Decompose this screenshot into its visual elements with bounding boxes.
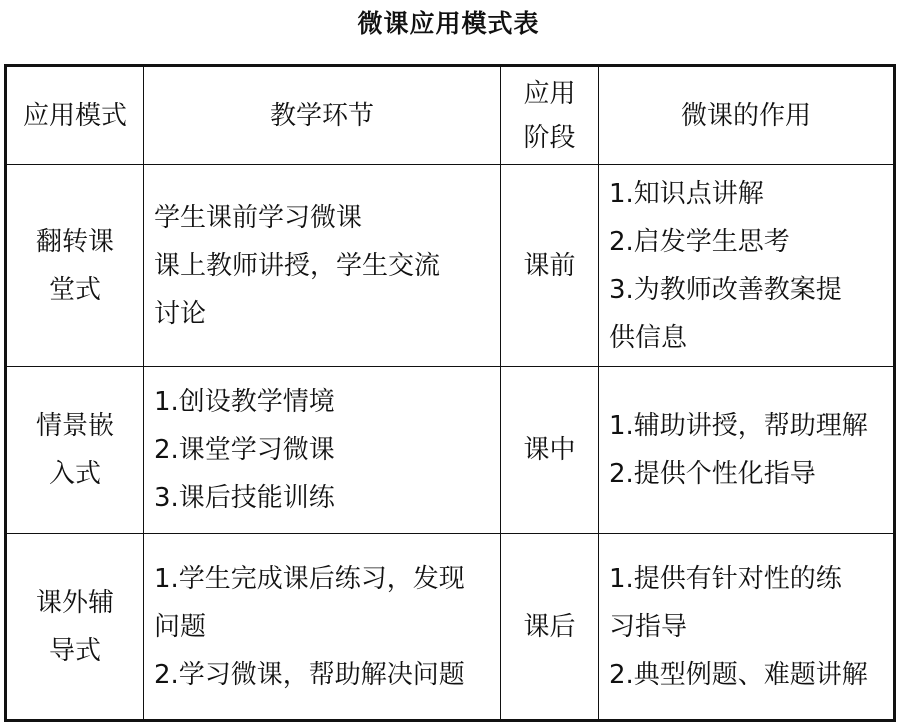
role-line: 2.提供个性化指导 <box>609 459 816 489</box>
header-role: 微课的作用 <box>599 66 895 165</box>
mode-line: 入式 <box>48 459 101 489</box>
header-stage <box>501 66 599 165</box>
step-line: 3.课后技能训练 <box>154 483 335 513</box>
header-step: 教学环节 <box>144 66 501 165</box>
role-line: 2.启发学生思考 <box>609 226 790 257</box>
role-line: 1.知识点讲解 <box>609 178 764 209</box>
role-line: 1.辅助讲授，帮助理解 <box>609 411 868 441</box>
table-header-row <box>6 66 895 165</box>
role-line: 习指导 <box>609 611 688 642</box>
step-line: 问题 <box>154 611 207 642</box>
role-line: 3.为教师改善教案提 <box>609 274 842 305</box>
role-line: 2.典型例题、难题讲解 <box>609 659 868 690</box>
role-cell <box>599 534 895 721</box>
header-stage-line: 应用 <box>523 78 576 109</box>
role-line: 供信息 <box>609 322 688 353</box>
step-line: 2.课堂学习微课 <box>154 435 335 465</box>
role-line: 1.提供有针对性的练 <box>609 563 842 594</box>
mode-cell <box>6 534 144 721</box>
table-row <box>6 367 895 534</box>
step-cell <box>144 165 501 367</box>
mode-line: 导式 <box>48 635 101 666</box>
header-stage-line: 阶段 <box>523 122 576 153</box>
step-line: 1.学生完成课后练习，发现 <box>154 563 465 594</box>
table-title: 微课应用模式表 <box>357 9 540 38</box>
stage-cell: 课后 <box>501 534 599 721</box>
step-cell <box>144 367 501 534</box>
step-line: 2.学习微课，帮助解决问题 <box>154 659 465 690</box>
mode-cell <box>6 367 144 534</box>
mode-line: 课外辅 <box>35 587 114 618</box>
mode-line: 堂式 <box>48 274 101 305</box>
mode-line: 情景嵌 <box>35 411 114 441</box>
mode-line: 翻转课 <box>35 226 114 257</box>
table-row <box>6 165 895 367</box>
stage-cell: 课中 <box>501 367 599 534</box>
step-line: 讨论 <box>154 298 207 329</box>
step-line: 课上教师讲授，学生交流 <box>154 250 441 281</box>
stage-cell: 课前 <box>501 165 599 367</box>
role-cell <box>599 367 895 534</box>
table-row <box>6 534 895 721</box>
step-cell <box>144 534 501 721</box>
step-line: 学生课前学习微课 <box>154 202 363 233</box>
role-cell <box>599 165 895 367</box>
micro-lesson-mode-table <box>4 64 896 722</box>
step-line: 1.创设教学情境 <box>154 387 335 417</box>
header-mode: 应用模式 <box>6 66 144 165</box>
mode-cell <box>6 165 144 367</box>
